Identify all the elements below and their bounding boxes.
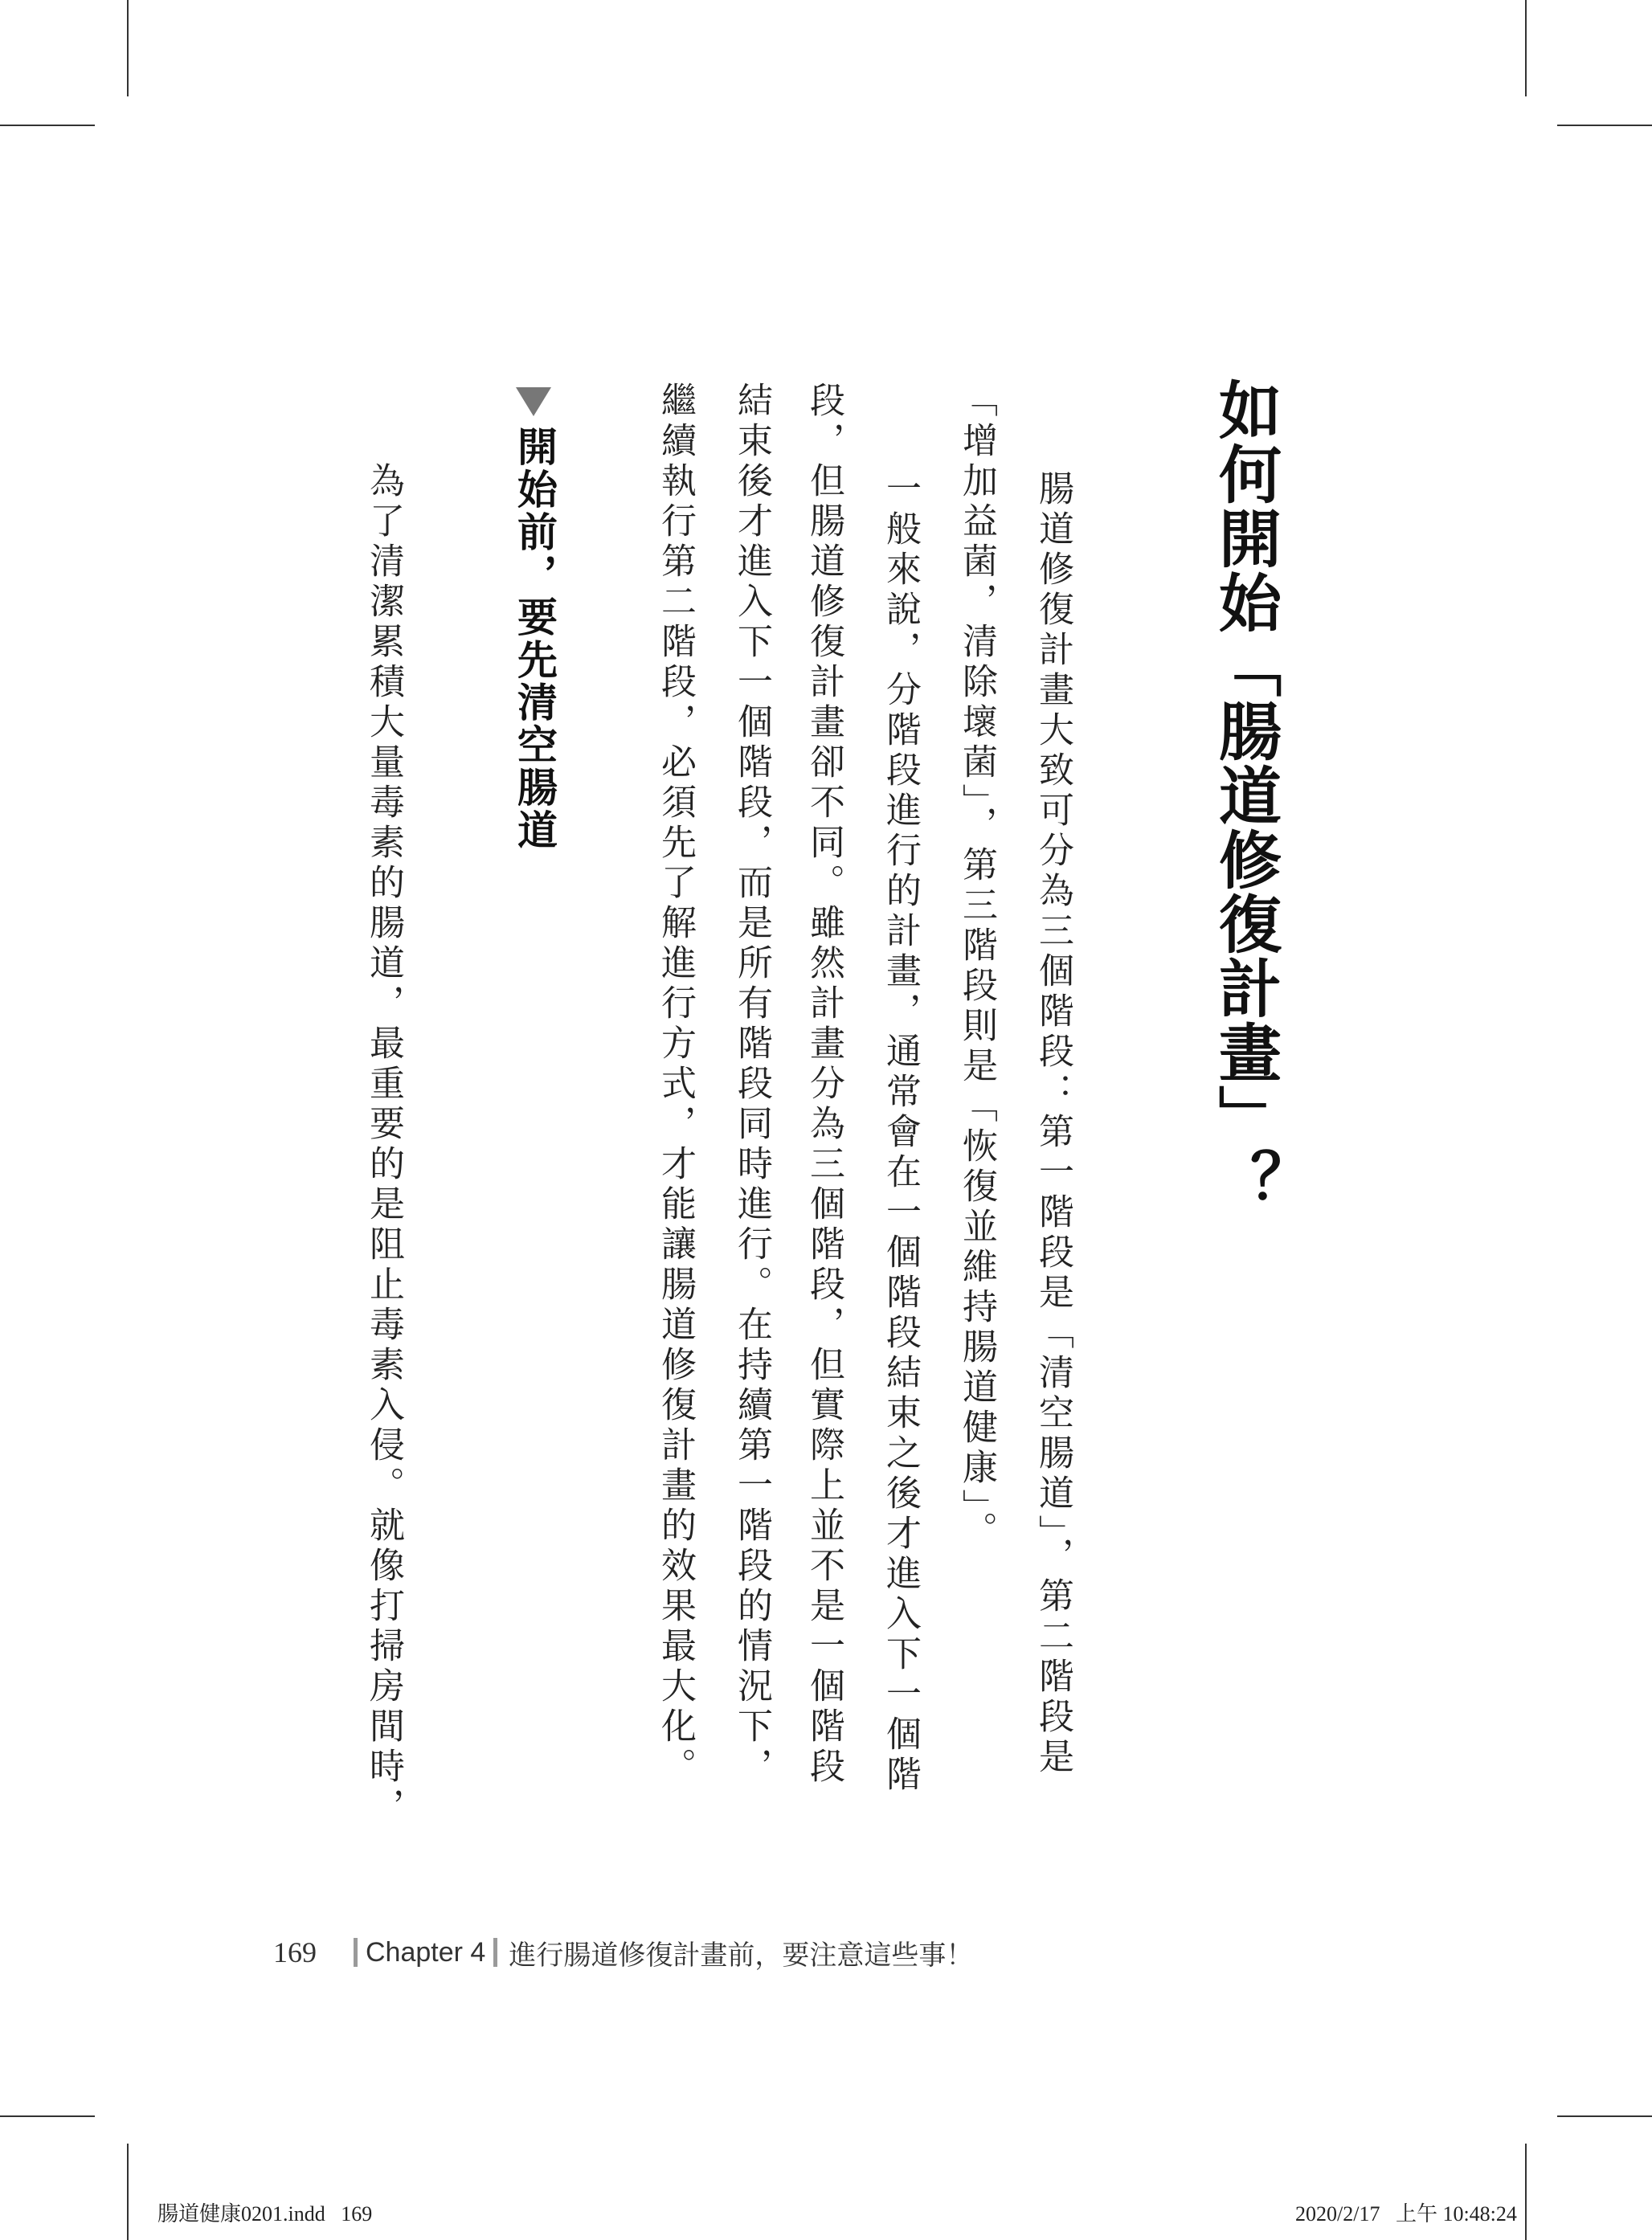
subsection-line: 為了清潔累積大量毒素的腸道，最重要的是阻止毒素入侵。就像打掃房間時， <box>363 462 404 1828</box>
paragraph-line: 繼續執行第二階段，必須先了解進行方式，才能讓腸道修復計畫的效果最大化。 <box>655 382 696 1788</box>
crop-mark-bottom-left-vertical <box>127 2144 129 2240</box>
chapter-title: 進行腸道修復計畫前，要注意這些事！ <box>509 1939 974 1972</box>
running-footer <box>273 1932 973 1972</box>
crop-mark-bottom-right-horizontal <box>1557 2115 1652 2117</box>
section-subheading: 開始前，要先清空腸道 <box>511 426 558 852</box>
print-slug-file: 腸道健康0201.indd 169 <box>157 2202 373 2226</box>
paragraph-line: 一般來說，分階段進行的計畫，通常會在一個階段結束之後才進入下一個階 <box>880 470 921 1796</box>
footer-divider <box>493 1938 497 1967</box>
page-number: 169 <box>273 1936 317 1968</box>
paragraph-line: 「增加益菌，清除壞菌」，第三階段則是「恢復並維持腸道健康」。 <box>956 382 997 1551</box>
crop-mark-top-left-horizontal <box>0 125 95 126</box>
chapter-label: Chapter 4 <box>366 1936 486 1968</box>
crop-mark-top-right-horizontal <box>1557 125 1652 126</box>
print-slug-timestamp: 2020/2/17 上午 10:48:24 <box>1295 2202 1517 2226</box>
triangle-marker-icon <box>516 387 551 416</box>
paragraph-line: 段，但腸道修復計畫卻不同。雖然計畫分為三個階段，但實際上並不是一個階段 <box>804 382 844 1788</box>
crop-mark-bottom-right-vertical <box>1525 2144 1527 2240</box>
crop-mark-top-left-vertical <box>127 0 129 96</box>
paragraph-line: 腸道修復計畫大致可分為三個階段：第一階段是「清空腸道」，第二階段是 <box>1032 470 1073 1778</box>
paragraph-line: 結束後才進入下一個階段，而是所有階段同時進行。在持續第一階段的情況下， <box>731 382 772 1788</box>
page-title: 如何開始「腸道修復計畫」？ <box>1208 378 1281 1213</box>
footer-divider <box>354 1938 358 1967</box>
crop-mark-bottom-left-horizontal <box>0 2115 95 2117</box>
crop-mark-top-right-vertical <box>1525 0 1527 96</box>
